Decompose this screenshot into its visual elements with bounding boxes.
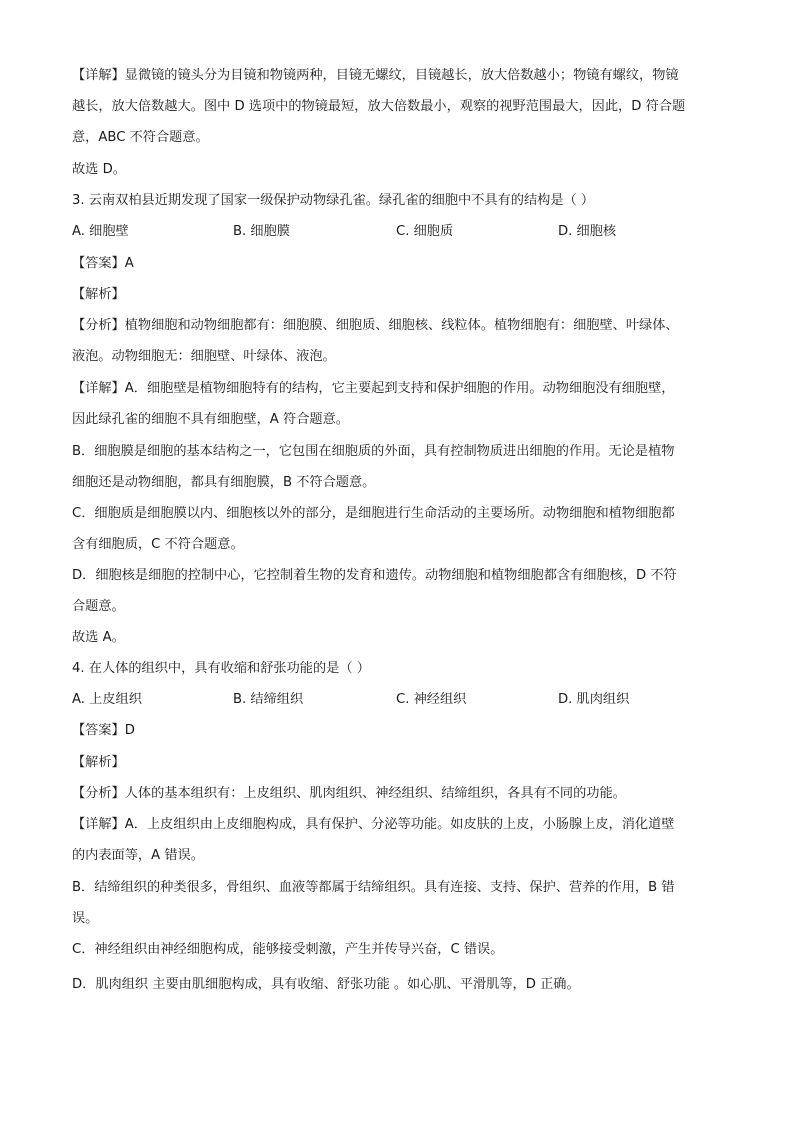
text-line: 【详解】显微镜的镜头分为目镜和物镜两种，目镜无螺纹，目镜越长，放大倍数越小；物镜有螺纹，物镜 <box>72 68 679 83</box>
q3-option-b: B. 细胞膜 <box>233 224 290 239</box>
text-line: 【详解】A．细胞壁是植物细胞特有的结构，它主要起到支持和保护细胞的作用。动物细胞没有细胞壁， <box>72 381 675 396</box>
q3-option-c: C. 细胞质 <box>396 224 454 239</box>
q4-option-c: C. 神经组织 <box>396 692 467 707</box>
text-line: C．神经组织由神经细胞构成，能够接受刺激，产生并传导兴奋，C 错误。 <box>72 942 504 957</box>
text-line: 【分析】人体的基本组织有：上皮组织、肌肉组织、神经组织、结缔组织，各具有不同的功能。 <box>72 786 626 801</box>
text-line: 故选 D。 <box>72 162 126 177</box>
text-line: 意，ABC 不符合题意。 <box>72 130 209 145</box>
text-line: 误。 <box>72 911 99 926</box>
question-4-stem: 4. 在人体的组织中，具有收缩和舒张功能的是（ ） <box>72 661 370 676</box>
text-line: D．细胞核是细胞的控制中心，它控制着生物的发育和遗传。动物细胞和植物细胞都含有细胞核，D 不符 <box>72 568 677 583</box>
text-line: 越长，放大倍数越大。图中 D 选项中的物镜最短，放大倍数最小，观察的视野范围最大，因此，D 符合题 <box>72 99 686 114</box>
q3-option-d: D. 细胞核 <box>558 224 617 239</box>
text-line: D．肌肉组织 主要由肌细胞构成，具有收缩、舒张功能 。如心肌、平滑肌等，D 正确。 <box>72 977 580 992</box>
text-line: B．结缔组织的种类很多，骨组织、血液等都属于结缔组织。具有连接、支持、保护、营养的作用，B 错 <box>72 880 675 895</box>
analysis-heading: 【解析】 <box>72 287 125 302</box>
text-line: 【详解】A．上皮组织由上皮细胞构成，具有保护、分泌等功能。如皮肤的上皮，小肠腺上皮，消化道壁 <box>72 817 675 832</box>
text-line: 【分析】植物细胞和动物细胞都有：细胞膜、细胞质、细胞核、线粒体。植物细胞有：细胞壁、叶绿体、 <box>72 318 679 333</box>
text-line: 合题意。 <box>72 599 125 614</box>
text-line: C．细胞质是细胞膜以内、细胞核以外的部分，是细胞进行生命活动的主要场所。动物细胞和植物细胞都 <box>72 506 675 521</box>
question-3-stem: 3. 云南双柏县近期发现了国家一级保护动物绿孔雀。绿孔雀的细胞中不具有的结构是（ ） <box>72 193 595 208</box>
text-line: 的内表面等，A 错误。 <box>72 848 204 863</box>
analysis-heading: 【解析】 <box>72 755 125 770</box>
text-line: 含有细胞质，C 不符合题意。 <box>72 537 244 552</box>
q4-option-b: B. 结缔组织 <box>233 692 304 707</box>
q4-option-a: A. 上皮组织 <box>72 692 142 707</box>
text-line: 故选 A。 <box>72 630 125 645</box>
q4-option-d: D. 肌肉组织 <box>558 692 630 707</box>
text-line: 液泡。动物细胞无：细胞壁、叶绿体、液泡。 <box>72 349 336 364</box>
q3-option-a: A. 细胞壁 <box>72 224 129 239</box>
text-line: 因此绿孔雀的细胞不具有细胞壁，A 符合题意。 <box>72 412 349 427</box>
answer-line: 【答案】A <box>72 256 134 271</box>
answer-line: 【答案】D <box>72 723 135 738</box>
text-line: 细胞还是动物细胞，都具有细胞膜，B 不符合题意。 <box>72 475 376 490</box>
text-line: B．细胞膜是细胞的基本结构之一，它包围在细胞质的外面，具有控制物质进出细胞的作用。无论是植物 <box>72 444 675 459</box>
